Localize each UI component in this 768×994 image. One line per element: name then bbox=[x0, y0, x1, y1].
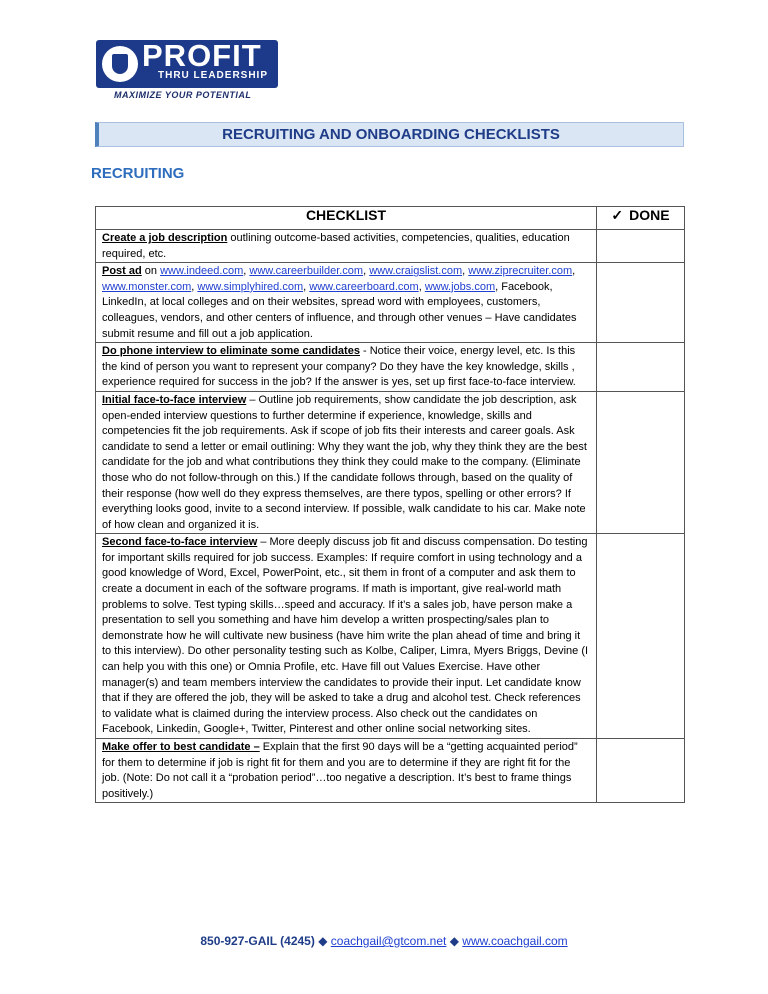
done-checkbox-cell[interactable] bbox=[597, 263, 685, 343]
link-monster[interactable]: www.monster.com bbox=[102, 280, 192, 293]
diamond-icon: ◆ bbox=[449, 934, 459, 948]
footer-phone: 850-927-GAIL (4245) bbox=[200, 934, 315, 948]
checklist-item bbox=[96, 534, 597, 739]
logo-badge bbox=[96, 40, 278, 88]
item-heading: Post ad bbox=[102, 265, 142, 278]
title-bar bbox=[95, 122, 684, 147]
table-row bbox=[96, 263, 685, 343]
table-row bbox=[96, 343, 685, 392]
done-checkbox-cell[interactable] bbox=[597, 534, 685, 739]
trophy-icon bbox=[102, 46, 138, 82]
separator: , bbox=[572, 265, 576, 278]
table-row bbox=[96, 739, 685, 803]
item-heading: Create a job description bbox=[102, 232, 228, 244]
item-body: , Facebook, LinkedIn, at local colleges and on their websites, spread word with employees, customers, colleagues, vendors, and other centers of influence, and through other venues – Have candidates submit resume and fill out a job application. bbox=[102, 280, 577, 340]
checklist-column-header: CHECKLIST bbox=[96, 207, 597, 230]
footer-email-link[interactable]: coachgail@gtcom.net bbox=[330, 934, 447, 948]
item-heading: Do phone interview to eliminate some candidates bbox=[102, 345, 360, 358]
done-column-header bbox=[597, 207, 685, 230]
table-row bbox=[96, 534, 685, 739]
logo-subbrand: THRU LEADERSHIP bbox=[158, 70, 269, 81]
item-heading: Initial face-to-face interview bbox=[102, 393, 247, 406]
item-body: – More deeply discuss job fit and discuss compensation. Do testing for important skills required for job success. Examples: If require comfort in using technology and a good knowledge of Word, Excel, PowerPoint, etc., sit them in front of a computer and ask them to create a document in each of the software programs. If math is important, give real-world math problems to solve. Test typing skills…speed and accuracy. If it’s a sales job, have person make a presentation to sell you something and have him develop a written prospecting/sales plan to demonstrate how he will cultivate new business (have him write the plan ahead of time and bring it to this interview). Do other personality testing such as Kolbe, Caliper, Limra, Myers Briggs, Devine (I can help you with this one) or Omnia Profile, etc. Have fill out Values Exercise. Have other manager(s) and team members interview the candidates to provide their input. Let candidate know that if they are offered the job, they will be asked to take a drug and alcohol test. Check references to validate what is claimed during the interview process. Also check out the candidates on Facebook, Linkedin, Google+, Twitter, Pinterest and other online social networking sites. bbox=[102, 536, 589, 736]
separator: , bbox=[363, 265, 370, 278]
done-label: DONE bbox=[629, 207, 670, 223]
page-title: RECRUITING AND ONBOARDING CHECKLISTS bbox=[222, 126, 560, 143]
footer bbox=[0, 934, 768, 948]
separator: , bbox=[191, 280, 198, 293]
done-checkbox-cell[interactable] bbox=[597, 391, 685, 533]
table-row bbox=[96, 391, 685, 533]
checklist-item bbox=[96, 230, 597, 263]
item-body: – Outline job requirements, show candidate the job description, ask open-ended interview questions to further determine if experience, knowledge, skills and competencies fit the job requirements. Ask if scope of job fits their interests and career goals. Ask candidate to send a letter or email outlining: Why they want the job, why they think they are the best candidate for the job and what contributions they think they could make to the company. (Eliminate those who do not follow-through on this.) If the candidate follows through, based on the quality of their response (how well do they express themselves, are there typos, spelling or other errors? If everything looks good, invite to a second interview. If possible, walk candidate to his car. Make note of how clean and organized it is. bbox=[102, 393, 587, 531]
diamond-icon: ◆ bbox=[318, 934, 328, 948]
done-checkbox-cell[interactable] bbox=[597, 230, 685, 263]
table-row bbox=[96, 230, 685, 263]
checklist-item bbox=[96, 343, 597, 392]
link-indeed[interactable]: www.indeed.com bbox=[160, 265, 244, 278]
checklist-item bbox=[96, 391, 597, 533]
done-checkbox-cell[interactable] bbox=[597, 343, 685, 392]
item-text: on bbox=[141, 265, 161, 278]
separator: , bbox=[462, 265, 469, 278]
checklist-table bbox=[95, 206, 685, 803]
link-careerbuilder[interactable]: www.careerbuilder.com bbox=[249, 265, 364, 278]
link-simplyhired[interactable]: www.simplyhired.com bbox=[197, 280, 304, 293]
link-craigslist[interactable]: www.craigslist.com bbox=[369, 265, 463, 278]
item-body: outlining outcome-based activities, competencies, qualities, education required, etc. bbox=[102, 232, 570, 260]
separator: , bbox=[303, 280, 310, 293]
separator: , bbox=[418, 280, 425, 293]
company-logo bbox=[96, 40, 278, 102]
logo-tagline: MAXIMIZE YOUR POTENTIAL bbox=[114, 90, 252, 100]
logo-brand: PROFIT bbox=[142, 38, 262, 73]
link-jobs[interactable]: www.jobs.com bbox=[424, 280, 496, 293]
checklist-item bbox=[96, 263, 597, 343]
item-body: Explain that the first 90 days will be a “getting acquainted period” for them to determine if job is right fit for them and you are to determine if they are right fit for the job. (Note: Do not call it a “probation period”…too negative a description. It’s best to frame things positively.) bbox=[102, 741, 578, 800]
checkmark-icon: ✓ bbox=[611, 207, 624, 223]
done-checkbox-cell[interactable] bbox=[597, 739, 685, 803]
footer-website-link[interactable]: www.coachgail.com bbox=[462, 934, 568, 948]
item-body: - Notice their voice, energy level, etc. Is this the kind of person you want to represent your company? Do they have the key knowledge, skills , experience required for success in the job? If the answer is yes, set up first face-to-face interview. bbox=[102, 345, 576, 389]
separator: , bbox=[243, 265, 250, 278]
item-heading: Make offer to best candidate – bbox=[102, 741, 260, 753]
table-header-row bbox=[96, 207, 685, 230]
checklist-item bbox=[96, 739, 597, 803]
link-ziprecruiter[interactable]: www.ziprecruiter.com bbox=[468, 265, 573, 278]
item-heading: Second face-to-face interview bbox=[102, 536, 258, 549]
section-heading: RECRUITING bbox=[91, 165, 185, 182]
link-careerboard[interactable]: www.careerboard.com bbox=[309, 280, 419, 293]
